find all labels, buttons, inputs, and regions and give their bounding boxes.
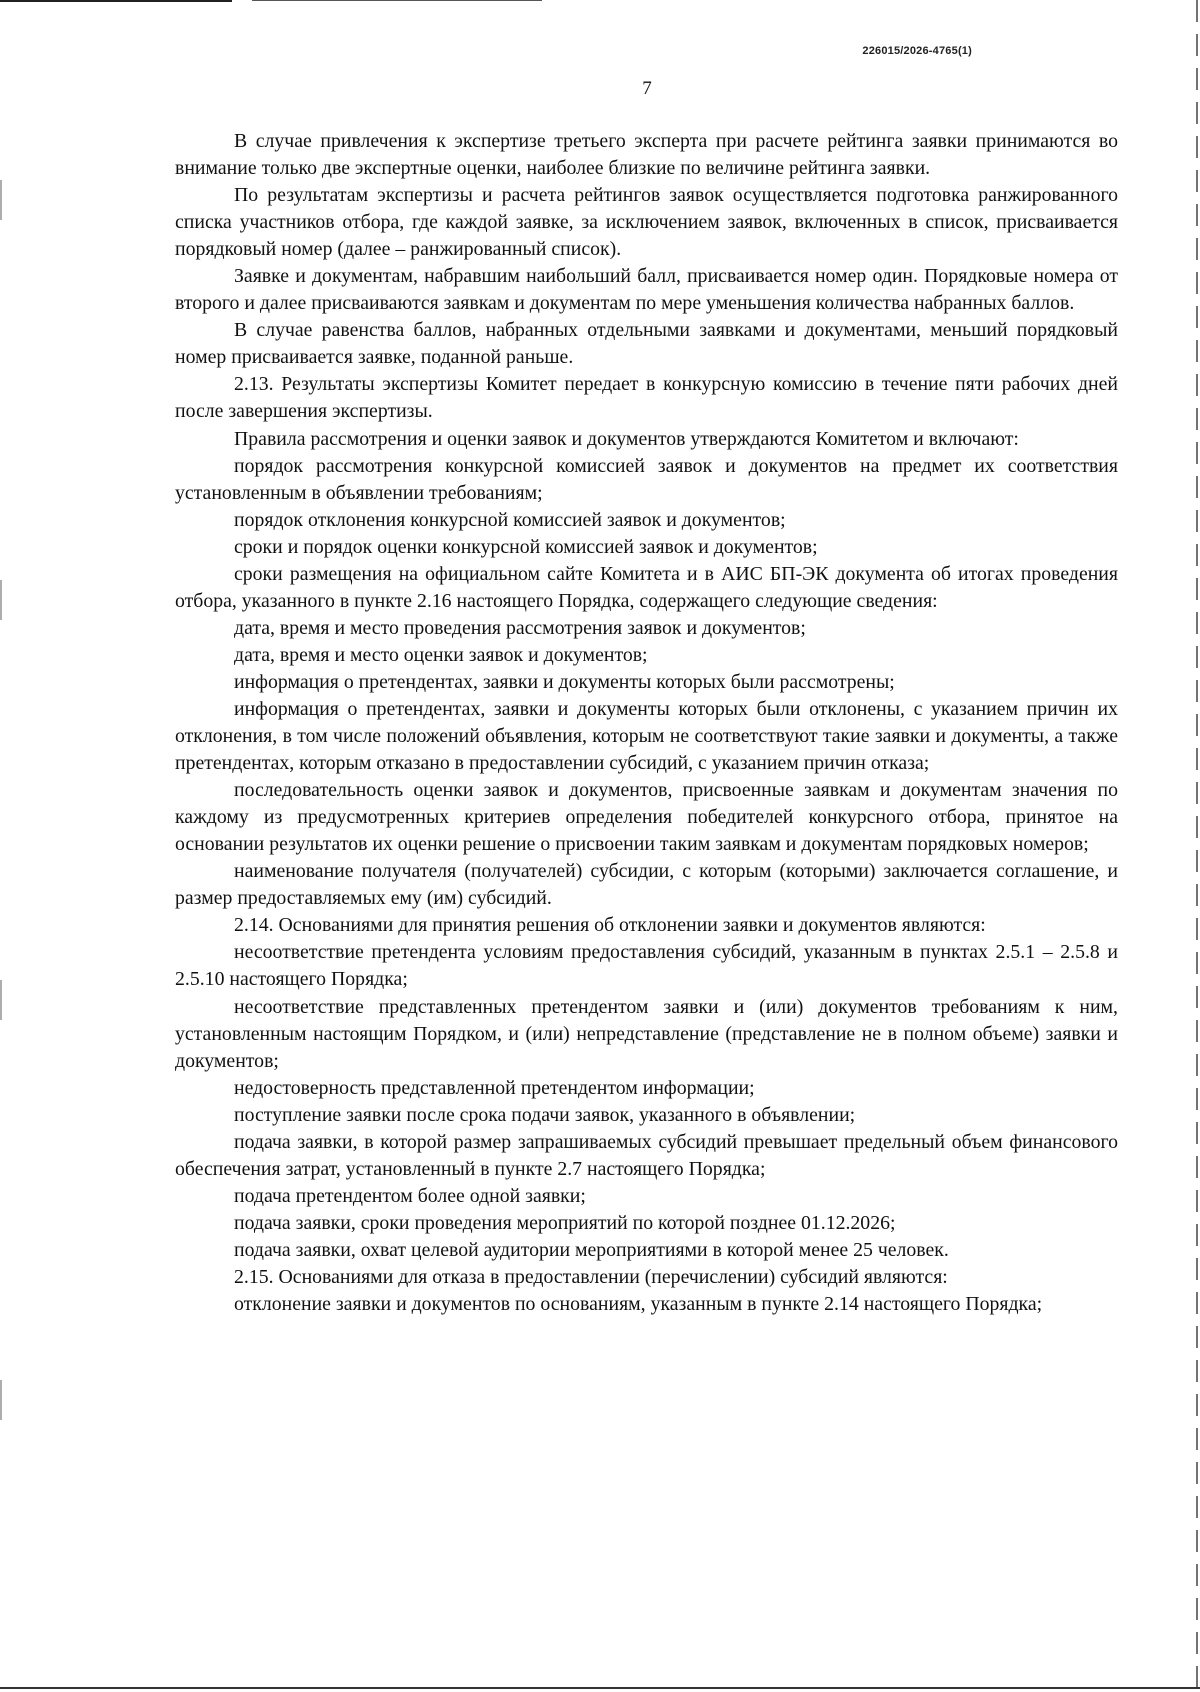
paragraph: 2.14. Основаниями для принятия решения об отклонении заявки и документов являются: [234,914,986,937]
scan-artifact-top-2 [252,0,542,1]
paragraph: информация о претендентах, заявки и документы которых были отклонены, с указанием причин их отклонения, в том числе положений объявления, которым не соответствуют такие заявки и документы, а также претендентах, которым отказано в предоставлении субсидий, с указанием причин отказа; [175,697,1118,775]
paragraph: дата, время и место оценки заявок и документов; [234,643,648,666]
paragraph: несоответствие представленных претендентом заявки и (или) документов требованиям к ним, установленным настоящим Порядком, и (или) непредставление (представление не в полном объеме) заявки и документов; [175,995,1118,1072]
paragraph: 2.13. Результаты экспертизы Комитет передает в конкурсную комиссию в течение пяти рабочих дней после завершения экспертизы. [175,373,1118,423]
paragraph: недостоверность представленной претендентом информации; [234,1076,755,1099]
paragraph: информация о претендентах, заявки и документы которых были рассмотрены; [234,670,895,693]
paragraph: отклонение заявки и документов по основаниям, указанным в пункте 2.14 настоящего Порядка; [234,1293,1043,1316]
paragraph: Правила рассмотрения и оценки заявок и документов утверждаются Комитетом и включают: [234,427,1019,450]
paragraph: В случае равенства баллов, набранных отдельными заявками и документами, меньший порядковый номер присваивается заявке, поданной раньше. [175,319,1118,369]
scan-artifact-left-edge [0,0,2,1692]
page-number: 7 [642,78,652,99]
paragraph: наименование получателя (получателей) субсидии, с которым (которыми) заключается соглашение, и размер предоставляемых ему (им) субсидий. [175,860,1118,910]
paragraph: порядок отклонения конкурсной комиссией заявок и документов; [234,508,786,531]
paragraph: подача заявки, в которой размер запрашиваемых субсидий превышает предельный объем финансового обеспечения затрат, установленный в пункте 2.7 настоящего Порядка; [175,1130,1118,1180]
paragraph: подача заявки, сроки проведения мероприятий по которой позднее 01.12.2026; [234,1211,896,1234]
paragraph: подача заявки, охват целевой аудитории мероприятиями в которой менее 25 человек. [234,1238,949,1261]
paragraph: дата, время и место проведения рассмотрения заявок и документов; [234,616,806,639]
paragraph: По результатам экспертизы и расчета рейтингов заявок осуществляется подготовка ранжированного списка участников отбора, где каждой заявке, за исключением заявок, включенных в список, присваивается порядковый номер (далее – ранжированный список). [175,184,1118,261]
document-body [175,128,1118,1318]
paragraph: В случае привлечения к экспертизе третьего эксперта при расчете рейтинга заявки принимаются во внимание только две экспертные оценки, наиболее близкие по величине рейтинга заявки. [175,130,1118,180]
paragraph: сроки и порядок оценки конкурсной комиссией заявок и документов; [234,535,818,558]
paragraph: сроки размещения на официальном сайте Комитета и в АИС БП-ЭК документа об итогах проведения отбора, указанного в пункте 2.16 настоящего Порядка, содержащего следующие сведения: [175,562,1118,612]
paragraph: порядок рассмотрения конкурсной комиссией заявок и документов на предмет их соответствия установленным в объявлении требованиям; [175,454,1118,504]
paragraph: Заявке и документам, набравшим наибольший балл, присваивается номер один. Порядковые номера от второго и далее присваиваются заявкам и документам по мере уменьшения количества набранных баллов. [175,265,1118,315]
paragraph: последовательность оценки заявок и документов, присвоенные заявкам и документам значения по каждому из предусмотренных критериев определения победителей конкурсного отбора, принятое на основании результатов их оценки решение о присвоении таким заявкам и документам порядковых номеров; [175,779,1118,856]
paragraph: подача претендентом более одной заявки; [234,1184,586,1207]
document-registration-number: 226015/2026-4765(1) [862,45,972,57]
paragraph: поступление заявки после срока подачи заявок, указанного в объявлении; [234,1103,856,1126]
scan-artifact-bottom [0,1687,1200,1689]
paragraph: несоответствие претендента условиям предоставления субсидий, указанным в пунктах 2.5.1 – 2.5.8 и 2.5.10 настоящего Порядка; [175,941,1118,991]
scan-artifact-right-edge [1196,0,1198,1692]
paragraph: 2.15. Основаниями для отказа в предоставлении (перечислении) субсидий являются: [234,1265,948,1288]
scan-artifact-top [0,0,232,2]
